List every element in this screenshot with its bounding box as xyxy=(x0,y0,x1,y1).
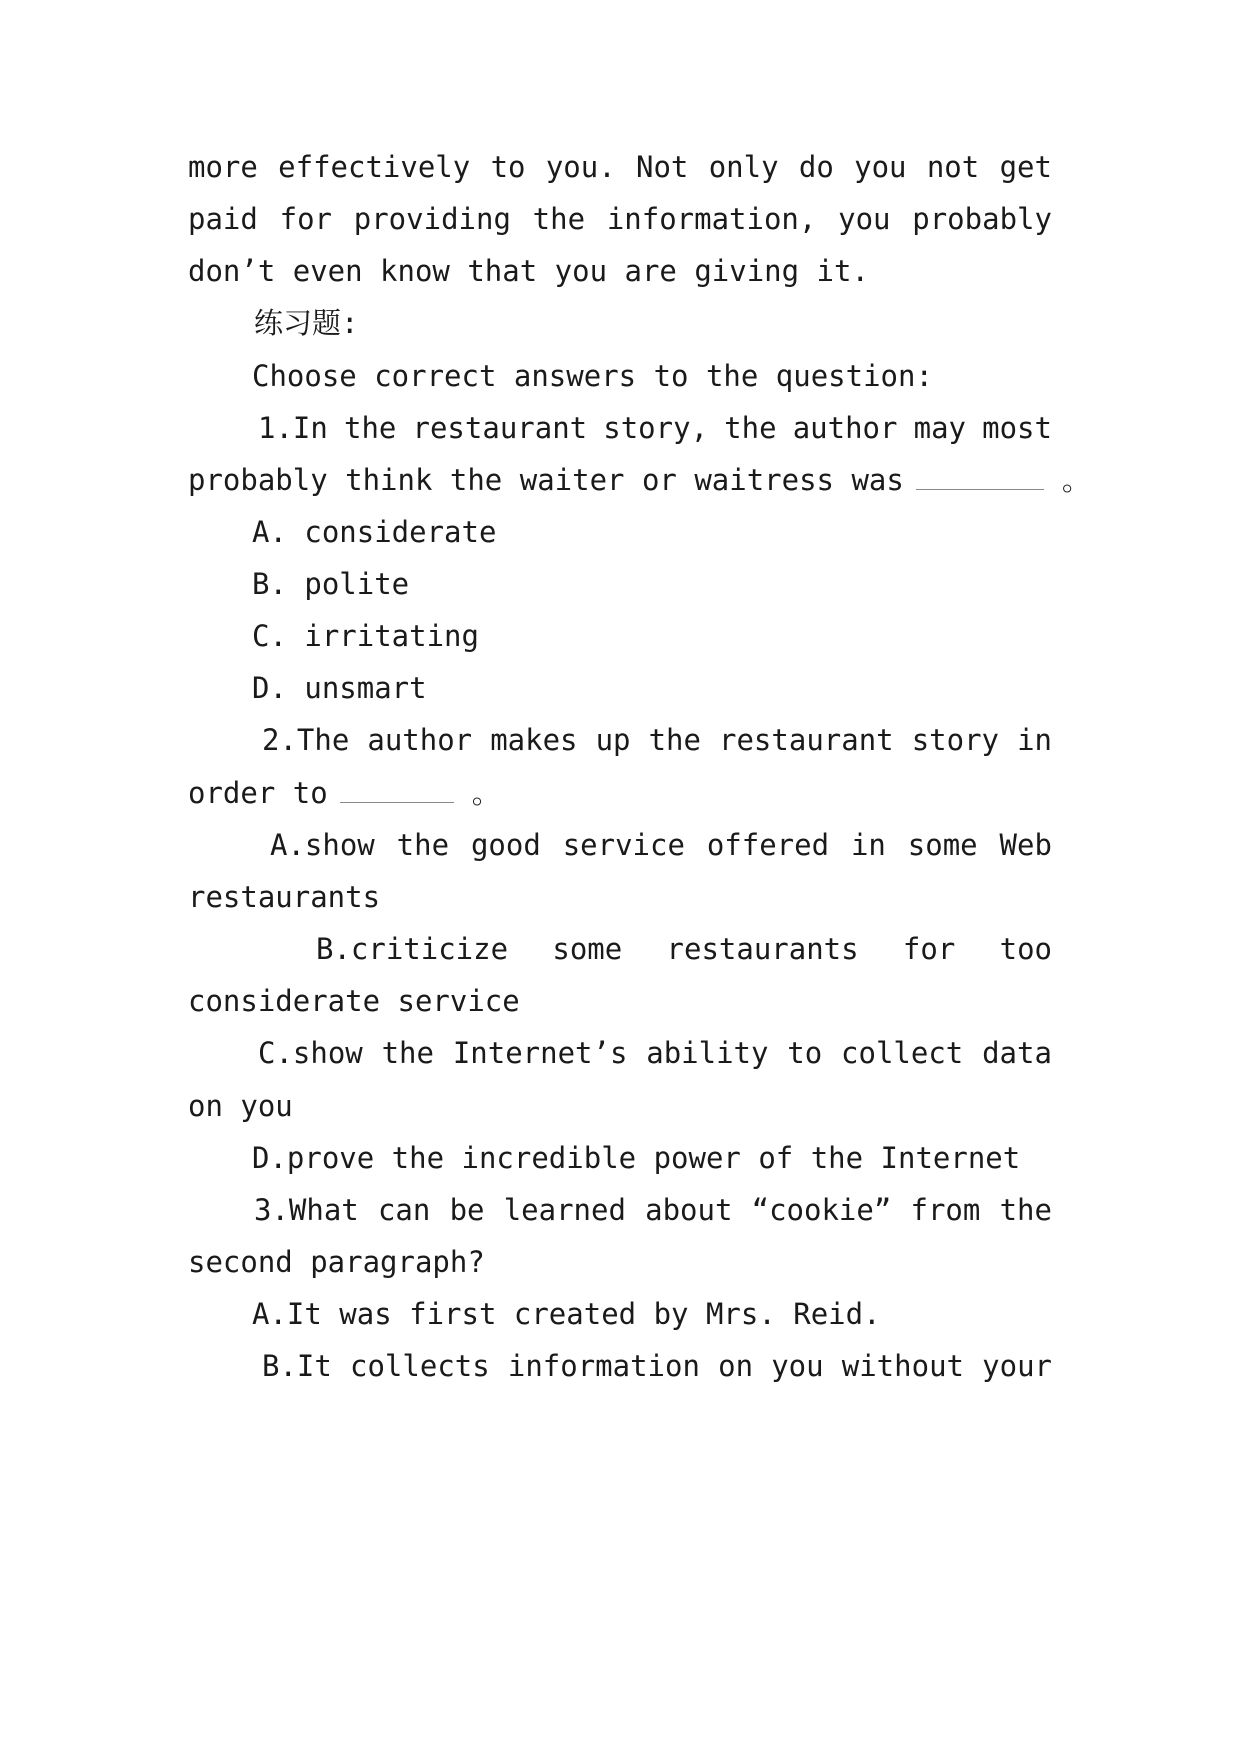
word: you xyxy=(854,150,907,184)
word: for xyxy=(902,932,956,966)
question-2-stem-line-1 xyxy=(262,720,1052,760)
word: makes xyxy=(490,723,578,757)
word: on xyxy=(718,1349,754,1383)
word: A.show xyxy=(270,828,375,862)
word: do xyxy=(798,150,834,184)
word: the xyxy=(648,723,701,757)
question-3-stem-line-1 xyxy=(254,1190,1052,1230)
word: the xyxy=(532,202,586,236)
question-3-stem-line-2: second paragraph? xyxy=(188,1245,485,1279)
question-3-option-b-line-1 xyxy=(262,1346,1052,1386)
question-3-option-a: A.It was first created by Mrs. Reid. xyxy=(252,1297,881,1331)
question-2-stem-line-2 xyxy=(188,773,788,813)
question-1-stem-line-2 xyxy=(188,460,1091,500)
answer-blank xyxy=(916,463,1044,490)
question-1-option-d: D. unsmart xyxy=(252,671,427,705)
word: you. xyxy=(545,150,616,184)
word: information, xyxy=(606,202,817,236)
question-1-option-b: B. polite xyxy=(252,567,410,601)
word: information xyxy=(507,1349,700,1383)
word: about xyxy=(645,1193,733,1227)
word: collects xyxy=(350,1349,490,1383)
word: probably xyxy=(912,202,1052,236)
word: Not xyxy=(635,150,689,184)
word: C.show xyxy=(258,1036,363,1070)
question-1-option-a: A. considerate xyxy=(252,515,497,549)
sentence-end-mark: 。 xyxy=(471,776,501,810)
word: for xyxy=(279,202,332,236)
word: the xyxy=(999,1193,1052,1227)
word: Internet’s xyxy=(452,1036,628,1070)
word: good xyxy=(470,828,541,862)
word: the xyxy=(381,1036,434,1070)
word: learned xyxy=(503,1193,626,1227)
answer-blank xyxy=(340,776,454,803)
word: the xyxy=(724,411,777,445)
question-2-option-a-line-2: restaurants xyxy=(188,880,381,914)
word: effectively xyxy=(278,150,471,184)
word: providing xyxy=(353,202,511,236)
question-2-option-d: D.prove the incredible power of the Internet xyxy=(252,1141,1021,1175)
word: you xyxy=(838,202,891,236)
question-2-option-b-line-2: considerate service xyxy=(188,984,520,1018)
word: the xyxy=(396,828,450,862)
word: your xyxy=(982,1349,1052,1383)
word: restaurants xyxy=(666,932,859,966)
word: some xyxy=(907,828,978,862)
word: in xyxy=(1017,723,1052,757)
question-1-option-c: C. irritating xyxy=(252,619,479,653)
word: some xyxy=(552,932,623,966)
word: service xyxy=(562,828,685,862)
passage-line-2 xyxy=(188,199,1052,239)
word: data xyxy=(982,1036,1052,1070)
question-1-stem-text: probably think the waiter or waitress was xyxy=(188,463,904,497)
word: 2.The xyxy=(262,723,350,757)
passage-line-3: don’t even know that you are giving it. xyxy=(188,254,869,288)
word: from xyxy=(910,1193,981,1227)
word: may xyxy=(913,411,966,445)
word: can xyxy=(377,1193,431,1227)
word: ability xyxy=(646,1036,769,1070)
word: in xyxy=(850,828,886,862)
word: author xyxy=(792,411,898,445)
word: only xyxy=(708,150,779,184)
question-2-option-b-line-1 xyxy=(316,929,1052,969)
sentence-end-mark: 。 xyxy=(1061,463,1091,497)
exercise-instruction: Choose correct answers to the question: xyxy=(252,359,933,393)
word: up xyxy=(595,723,631,757)
word: be xyxy=(449,1193,485,1227)
word: story xyxy=(911,723,999,757)
question-1-stem-line-1 xyxy=(258,408,1052,448)
question-2-option-a-line-1 xyxy=(270,825,1052,865)
word: 1.In xyxy=(258,411,328,445)
word: 3.What xyxy=(254,1193,359,1227)
word: get xyxy=(999,150,1052,184)
word: too xyxy=(999,932,1052,966)
word: the xyxy=(343,411,397,445)
exercise-heading: 练习题: xyxy=(254,306,359,340)
question-2-option-c-line-2: on you xyxy=(188,1089,293,1123)
word: “cookie” xyxy=(751,1193,892,1227)
word: collect xyxy=(841,1036,964,1070)
question-2-stem-text: order to xyxy=(188,776,328,810)
word: paid xyxy=(188,202,258,236)
word: to xyxy=(490,150,526,184)
word: not xyxy=(926,150,980,184)
word: story, xyxy=(603,411,709,445)
word: restaurant xyxy=(412,411,588,445)
word: more xyxy=(188,150,258,184)
word: most xyxy=(982,411,1052,445)
word: without xyxy=(841,1349,964,1383)
word: B.It xyxy=(262,1349,332,1383)
word: offered xyxy=(706,828,830,862)
passage-line-1 xyxy=(188,147,1052,187)
word: B.criticize xyxy=(316,932,509,966)
word: you xyxy=(771,1349,824,1383)
word: restaurant xyxy=(719,723,894,757)
question-2-option-c-line-1 xyxy=(258,1033,1052,1073)
word: to xyxy=(787,1036,823,1070)
word: author xyxy=(367,723,473,757)
word: Web xyxy=(999,828,1052,862)
